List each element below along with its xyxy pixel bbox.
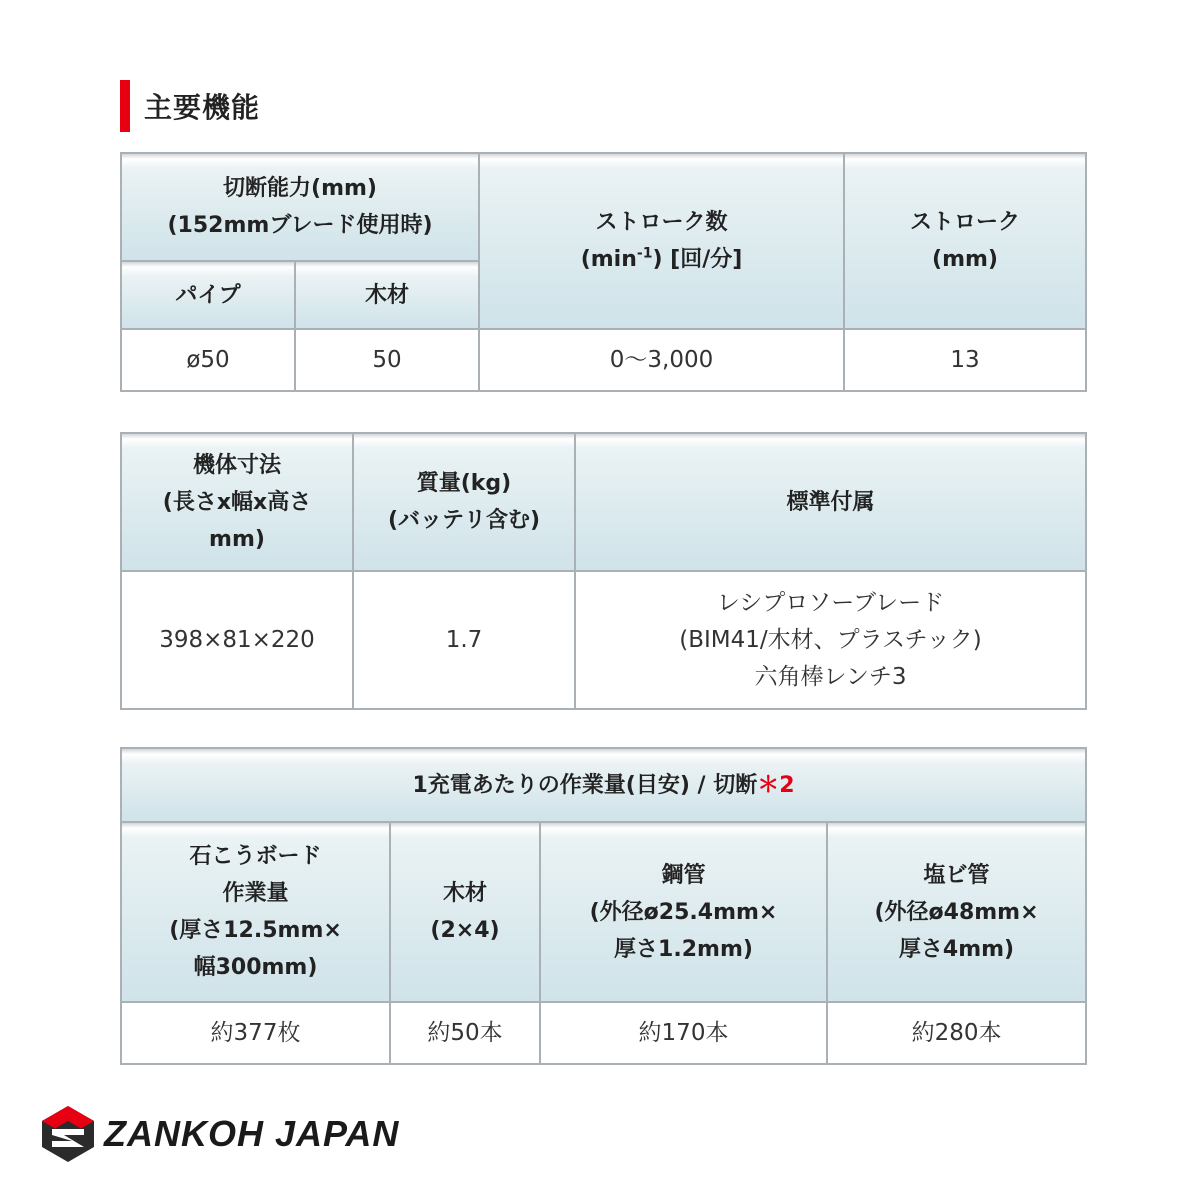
header-stroke-count: ストローク数 $(\min^{-1})$ [回/分] [479, 153, 844, 329]
header-workload-title: 1充電あたりの作業量(目安) / 切断＊2 [121, 748, 1086, 822]
header-pipe: パイプ [121, 261, 295, 329]
spec-table-cutting [120, 152, 1087, 392]
value-dimensions: 398×81×220 [121, 571, 353, 709]
header-wood: 木材 [295, 261, 479, 329]
value-stroke: 13 [844, 329, 1086, 391]
value-lumber: 約50本 [390, 1002, 540, 1064]
value-accessories: レシプロソーブレード (BIM41/木材、プラスチック) 六角棒レンチ3 [575, 571, 1086, 709]
value-wood: 50 [295, 329, 479, 391]
header-accessories: 標準付属 [575, 433, 1086, 571]
spec-table-body [120, 432, 1087, 710]
value-pvc-pipe: 約280本 [827, 1002, 1086, 1064]
section-title-text: 主要機能 [144, 91, 261, 124]
spec-table-workload [120, 747, 1087, 1065]
header-mass: 質量(kg) (バッテリ含む) [353, 433, 575, 571]
zankoh-logo-icon [40, 1104, 96, 1164]
logo-text: ZANKOH JAPAN [104, 1113, 400, 1154]
header-pvc-pipe: 塩ビ管 (外径ø48mm× 厚さ4mm) [827, 822, 1086, 1002]
header-gypsum-board: 石こうボード 作業量 (厚さ12.5mm× 幅300mm) [121, 822, 390, 1002]
header-cutting-capacity: 切断能力(mm) (152mmブレード使用時) [121, 153, 479, 261]
brand-logo [40, 1102, 399, 1166]
header-steel-pipe: 鋼管 (外径ø25.4mm× 厚さ1.2mm) [540, 822, 827, 1002]
value-steel-pipe: 約170本 [540, 1002, 827, 1064]
header-dimensions: 機体寸法 (長さx幅x高さ mm) [121, 433, 353, 571]
title-accent-bar [120, 80, 130, 132]
value-pipe: ø50 [121, 329, 295, 391]
header-lumber: 木材 (2×4) [390, 822, 540, 1002]
value-stroke-count: 0〜3,000 [479, 329, 844, 391]
header-stroke: ストローク (mm) [844, 153, 1086, 329]
value-gypsum-board: 約377枚 [121, 1002, 390, 1064]
section-title [120, 80, 260, 132]
value-mass: 1.7 [353, 571, 575, 709]
